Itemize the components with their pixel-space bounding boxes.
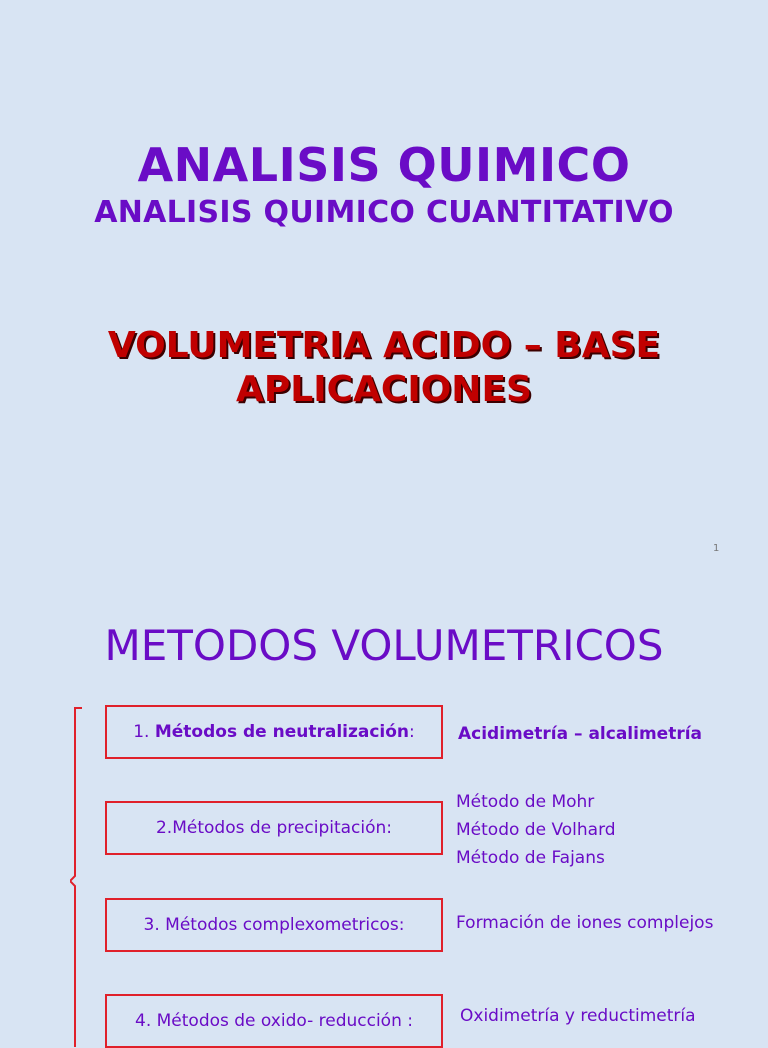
desc-neutralization: Acidimetría – alcalimetría bbox=[458, 724, 703, 744]
slide-title: ANALISIS QUIMICO bbox=[137, 138, 631, 192]
desc-precipitation-list bbox=[456, 788, 616, 872]
slide-2 bbox=[0, 576, 768, 1031]
method-box-redox: 4. Métodos de oxido- reducción : bbox=[105, 994, 443, 1048]
page-number: 1 bbox=[713, 543, 720, 554]
method-box-neutralization bbox=[105, 705, 443, 759]
desc-item: Método de Fajans bbox=[456, 848, 605, 868]
left-brace-icon bbox=[70, 707, 82, 1047]
method-box-complexometric: 3. Métodos complexometricos: bbox=[105, 898, 443, 952]
method-label: Métodos de neutralización bbox=[154, 722, 410, 742]
section-title: METODOS VOLUMETRICOS bbox=[104, 621, 664, 670]
method-suffix: : bbox=[409, 722, 415, 742]
method-box-precipitation: 2.Métodos de precipitación: bbox=[105, 801, 443, 855]
topic-line-1: VOLUMETRIA ACIDO – BASE bbox=[107, 325, 661, 366]
topic-line-2: APLICACIONES bbox=[236, 369, 532, 410]
slide-subtitle: ANALISIS QUIMICO CUANTITATIVO bbox=[94, 195, 674, 230]
desc-redox: Oxidimetría y reductimetría bbox=[460, 1006, 696, 1026]
desc-item: Método de Volhard bbox=[456, 820, 616, 840]
desc-complexometric: Formación de iones complejos bbox=[456, 913, 714, 933]
desc-item: Método de Mohr bbox=[456, 792, 595, 812]
method-prefix: 1. bbox=[133, 722, 155, 742]
